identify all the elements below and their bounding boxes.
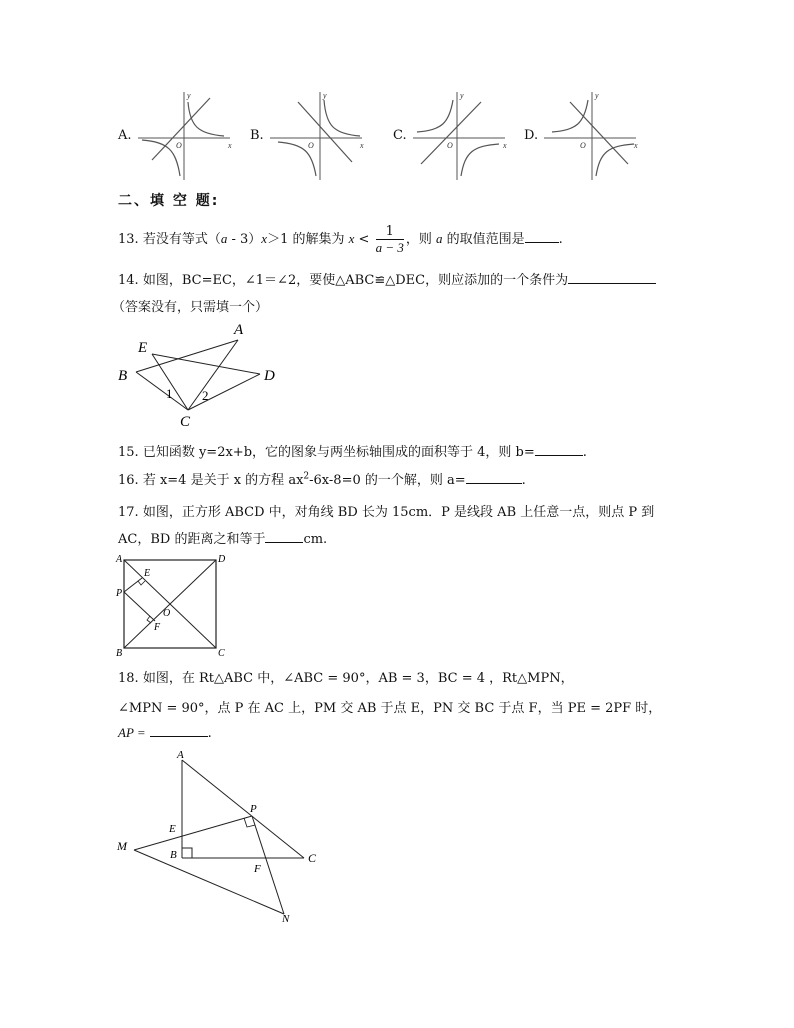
point-label-b: B <box>170 849 177 861</box>
q13-text: - 3） <box>227 232 262 247</box>
q14-line2: （答案没有，只需填一个） <box>112 300 269 315</box>
q16-text: 若 x=4 是关于 x 的方程 ax <box>142 473 304 488</box>
option-label: C. <box>393 128 407 143</box>
option-d <box>524 90 644 180</box>
q18-text: AP = <box>118 725 146 740</box>
question-number: 14. <box>118 273 139 288</box>
point-label-b: B <box>118 368 128 384</box>
question-number: 13. <box>118 232 139 247</box>
y-axis-label: y <box>460 91 464 100</box>
option-a-graph <box>136 90 236 180</box>
y-axis-label: y <box>187 91 191 100</box>
point-label-o: O <box>163 608 171 619</box>
y-axis-label: y <box>323 91 327 100</box>
point-label-d: D <box>264 368 275 384</box>
option-c-graph <box>411 90 511 180</box>
option-label: A. <box>118 128 132 143</box>
question-number: 15. <box>118 445 139 460</box>
answer-blank[interactable] <box>466 471 522 484</box>
var-a: a <box>435 231 443 246</box>
x-axis-label: x <box>634 141 638 150</box>
q18-text: . <box>207 726 212 741</box>
q13-text: ，则 <box>405 232 436 247</box>
q14-line1: 如图，BC=EC，∠1＝∠2，要使△ABC≌△DEC，则应添加的一个条件为 <box>142 273 569 288</box>
answer-blank[interactable] <box>265 530 303 543</box>
section-heading: 二、填 空 题: <box>118 193 220 209</box>
point-label-c: C <box>218 648 225 658</box>
q18-figure <box>112 746 332 926</box>
option-c <box>393 90 513 180</box>
point-label-a: A <box>234 322 244 338</box>
option-label: B. <box>250 128 264 143</box>
exponent: 2 <box>303 471 310 482</box>
q16-text: -6x-8=0 的一个解，则 a= <box>309 473 466 488</box>
fraction <box>376 224 404 255</box>
q15-text: 已知函数 y=2x+b，它的图象与两坐标轴围成的面积等于 4，则 b= <box>142 445 535 460</box>
q17-figure <box>112 550 232 658</box>
q13-text: 若没有等式（ <box>142 232 221 247</box>
q17-line2 <box>118 528 327 547</box>
point-label-n: N <box>282 913 290 925</box>
point-label-a: A <box>177 749 184 761</box>
point-label-m: M <box>117 839 127 853</box>
var-x: x <box>261 231 268 246</box>
answer-blank[interactable] <box>568 271 656 284</box>
option-a <box>118 90 238 180</box>
y-axis-label: y <box>595 91 599 100</box>
q18-line2: ∠MPN = 90°，点 P 在 AC 上，PM 交 AB 于点 E，PN 交 BC 于点 F，当 PE = 2PF 时， <box>118 701 662 716</box>
answer-blank[interactable] <box>535 443 583 456</box>
point-label-p: P <box>116 588 123 599</box>
option-b <box>250 90 370 180</box>
question-17 <box>118 501 654 520</box>
q17-text: cm. <box>303 532 328 547</box>
point-label-a: A <box>116 554 123 565</box>
angle-1-label: 1 <box>166 386 173 401</box>
point-label-f: F <box>154 622 161 633</box>
var-a: a <box>220 231 228 246</box>
q17-text: AC，BD 的距离之和等于 <box>118 532 266 547</box>
option-d-graph <box>542 90 642 180</box>
origin-label: O <box>176 141 182 150</box>
q15-end: . <box>582 445 587 460</box>
q18-line1: 如图，在 Rt△ABC 中，∠ABC = 90°，AB = 3，BC = 4 ，Rt△MPN， <box>142 671 574 686</box>
q14-figure <box>114 320 294 430</box>
question-15 <box>118 441 587 460</box>
x-axis-label: x <box>503 141 507 150</box>
q16-end: . <box>521 473 526 488</box>
question-number: 17. <box>118 505 139 520</box>
point-label-e: E <box>138 340 148 356</box>
q13-end: . <box>558 232 563 247</box>
q13-text: ＞1 的解集为 <box>267 232 349 247</box>
origin-label: O <box>580 141 586 150</box>
less-than-sign: < <box>354 232 374 247</box>
angle-2-label: 2 <box>202 388 209 403</box>
fraction-denominator: a − 3 <box>375 240 404 255</box>
answer-blank[interactable] <box>150 724 208 737</box>
point-label-b: B <box>116 648 123 658</box>
answer-blank[interactable] <box>525 230 559 243</box>
question-14 <box>118 269 656 288</box>
question-16 <box>118 469 526 488</box>
point-label-p: P <box>250 803 257 815</box>
origin-label: O <box>308 141 314 150</box>
point-label-e: E <box>144 568 151 579</box>
point-label-d: D <box>218 554 226 565</box>
point-label-c: C <box>308 851 317 865</box>
option-b-graph <box>268 90 368 180</box>
option-label: D. <box>524 128 539 143</box>
q17-line1: 如图，正方形 ABCD 中，对角线 BD 长为 15cm．P 是线段 AB 上任意一点，则点 P 到 <box>142 505 655 520</box>
origin-label: O <box>447 141 453 150</box>
question-13 <box>118 222 563 257</box>
q13-text: 的取值范围是 <box>442 232 525 247</box>
question-18 <box>118 667 574 686</box>
question-number: 16. <box>118 473 139 488</box>
point-label-f: F <box>254 863 261 875</box>
point-label-c: C <box>180 414 191 430</box>
x-axis-label: x <box>360 141 364 150</box>
x-axis-label: x <box>228 141 232 150</box>
q18-line3 <box>118 724 212 741</box>
point-label-e: E <box>169 823 176 835</box>
fraction-numerator: 1 <box>376 224 404 240</box>
var-x: x <box>348 231 355 246</box>
question-number: 18. <box>118 671 139 686</box>
